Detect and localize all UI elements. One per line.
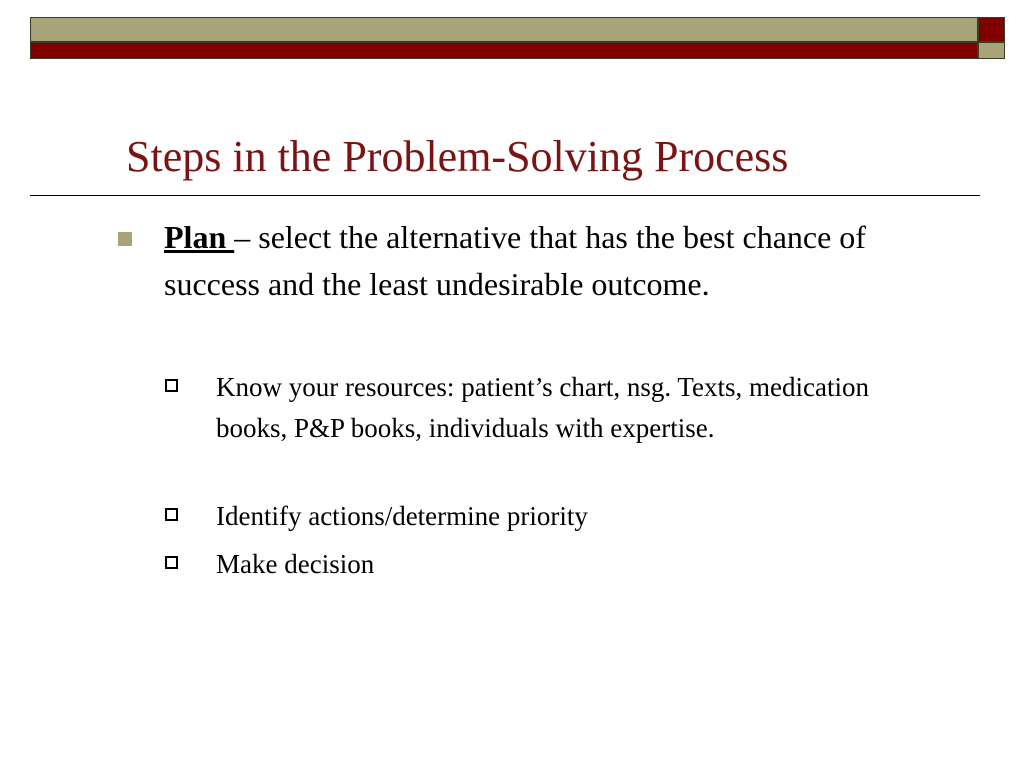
header-olive-bar	[30, 17, 978, 42]
hollow-square-bullet-icon	[165, 556, 178, 569]
square-bullet-icon	[118, 232, 132, 246]
header-maroon-bar	[30, 42, 978, 59]
hollow-square-bullet-icon	[165, 379, 178, 392]
sub-bullet-text: Know your resources: patient’s chart, nsg. Texts, medication books, P&P books, individuals with expertise.	[216, 372, 869, 443]
slide-title: Steps in the Problem-Solving Process	[126, 132, 789, 181]
header-olive-square	[978, 42, 1005, 59]
header-maroon-square	[978, 17, 1005, 42]
bullet-term: Plan	[164, 219, 235, 255]
bullet-description: – select the alternative that has the best chance of success and the least undesirable outcome.	[164, 219, 866, 302]
hollow-square-bullet-icon	[165, 508, 178, 521]
title-divider	[30, 195, 980, 196]
sub-bullet-text: Identify actions/determine priority	[216, 501, 588, 531]
bullet-plan-text	[164, 214, 884, 308]
sub-bullet-text: Make decision	[216, 549, 375, 579]
